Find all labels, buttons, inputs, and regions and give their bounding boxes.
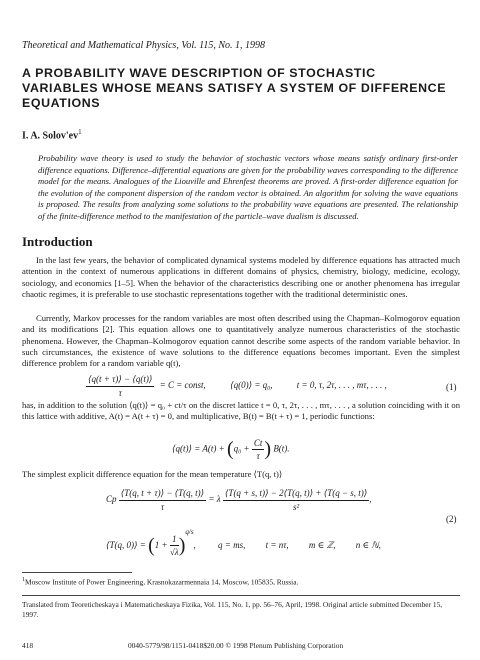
translation-rule xyxy=(22,595,460,596)
eq2-numerator-2: ⟨T(q + s, t)⟩ − 2⟨T(q, t)⟩ + ⟨T(q − s, t)⟩ xyxy=(223,488,369,501)
eq2-cp: Cp xyxy=(106,494,117,505)
footnote xyxy=(22,575,462,587)
author-footnote-mark: 1 xyxy=(78,128,82,136)
title-line-1: A PROBABILITY WAVE DESCRIPTION OF STOCHASTIC xyxy=(22,66,376,80)
copyright-line: 0040-5779/98/1151-0418$20.00 © 1998 Plenum Publishing Corporation xyxy=(128,641,344,650)
eq2-denominator-2: s² xyxy=(293,502,300,512)
eq2-init-one: 1 + xyxy=(154,540,168,550)
periodic-inner: q₀ + xyxy=(233,443,250,454)
eq2-cond-t: t = nτ, xyxy=(265,540,289,550)
equation-2-line-2: ⟨T(q, 0)⟩ = (1 + $\frac{1}{√\lambda}$ )$^{q/s}$, q = ms, t = nτ, m ∈ ℤ, n ∈ ℕ, xyxy=(106,528,381,558)
title-line-2: VARIABLES WHOSE MEANS SATISFY A SYSTEM OF DIFFERENCE xyxy=(22,81,447,95)
periodic-lhs: ⟨q(t)⟩ = A(t) + xyxy=(172,443,225,454)
eq1-label: (1) xyxy=(446,382,457,392)
eq1-initial: ⟨q(0)⟩ = q₀, xyxy=(230,380,273,391)
eq2-init-denominator: √λ xyxy=(169,547,179,558)
paren-open: ( xyxy=(227,438,234,460)
eq2-numerator-1: ⟨T(q, t + τ)⟩ − ⟨T(q, t)⟩ xyxy=(119,488,206,501)
paren-close: ) xyxy=(264,438,272,460)
paragraph-2: Currently, Markov processes for the random variables are most often described using the Chapman–Kolmogorov equation and its modifications [2]. This equation allows one to quantitatively analyze numerous characteristics of the stochastic phenomena. However, the Chapman–Kolmogorov equation cannot describe some aspects of the random variable behavior. In such circumstances, the existence of wave solutions to the difference equations becomes important. Even the simplest difference problem for a random variable q(t), xyxy=(22,313,460,369)
footnote-mark: 1 xyxy=(22,577,25,583)
paragraph-4: The simplest explicit difference equation for the mean temperature ⟨T(q, t)⟩ xyxy=(22,469,283,479)
eq1-rhs: = C = const, xyxy=(159,380,206,391)
paragraph-3: has, in addition to the solution ⟨q(t)⟩ = q₀ + ct/τ on the discret lattice t = 0, τ, 2τ, . . . , mτ, . . . , a solution coinciding with it on this lattice with additive, A(t) = A(t + τ) = 0, and multiplicative, B(t) = B(t + τ) = 1, periodic functions: xyxy=(22,400,460,422)
eq1-fraction xyxy=(86,374,154,398)
journal-header: Theoretical and Mathematical Physics, Vol. 115, No. 1, 1998 xyxy=(22,40,266,51)
eq1-numerator: ⟨q(t + τ)⟩ − ⟨q(t)⟩ xyxy=(86,374,154,387)
eq1-domain: t = 0, τ, 2τ, . . . , mτ, . . . , xyxy=(296,380,387,391)
eq2-denominator-1: τ xyxy=(160,502,165,512)
paragraph-1: In the last few years, the behavior of complicated dynamical systems modeled by difference equations has attracted much attention in the context of numerous applications in different domains of physics, chemistry, biology, medicine, ecology, sociology, and economics [1–5]. When the behavior of the characteristics describing one or another phenomena has irregular chaotic regimes, it is preferable to use stochastic representations together with the traditional deterministic ones. xyxy=(22,255,460,299)
eq2-init-fraction xyxy=(170,534,179,557)
footnote-text: Moscow Institute of Power Engineering, Krasnokazarmennaia 14, Moscow, 105835, Russia. xyxy=(25,577,299,587)
eq2-fraction-1 xyxy=(119,488,206,512)
eq2-cond-n: n ∈ ℕ, xyxy=(355,540,381,550)
periodic-fraction xyxy=(252,438,265,461)
article-title xyxy=(22,66,462,111)
periodic-numerator: Ct xyxy=(253,438,263,448)
eq2-equals-lambda: = λ xyxy=(208,494,221,505)
author-name: I. A. Solov'ev xyxy=(22,130,79,142)
eq2-label: (2) xyxy=(446,514,457,524)
eq2-init-numerator: 1 xyxy=(170,534,179,546)
eq2-fraction-2 xyxy=(223,488,372,512)
eq2-paren-close: ) xyxy=(178,534,186,557)
section-heading: Introduction xyxy=(22,234,93,249)
equation-periodic xyxy=(172,438,290,461)
periodic-rhs: B(t). xyxy=(273,443,290,454)
eq2-exponent: q/s xyxy=(185,528,194,536)
eq2-init-lhs: ⟨T(q, 0)⟩ = xyxy=(106,540,146,550)
title-line-3: EQUATIONS xyxy=(22,96,101,110)
abstract: Probability wave theory is used to study the behavior of stochastic vectors whose means satisfy ordinary first-order difference equations. Difference–differential equations are given for the probability waves corresponding to the difference model for the means. Analogues of the Liouville and Ehrenfest theorems are proved. A first-order difference equation for the evolution of the component dispersion of the random vector is obtained. An algorithm for solving the wave equations is proposed. The results from analyzing some solutions to the probability wave equations are presented. The relationship of the finite-difference method to the manifestation of the particle–wave dualism is discussed. xyxy=(38,153,458,221)
eq2-paren-open: ( xyxy=(148,534,155,557)
eq1-denominator: τ xyxy=(118,388,122,398)
translation-note: Translated from Teoreticheskaya i Matematicheskaya Fizika, Vol. 115, No. 1, pp. 56–76, April, 1998. Original article submitted December 15, 1997. xyxy=(22,600,443,619)
eq2-comma: , xyxy=(369,494,372,505)
eq2-cond-m: m ∈ ℤ, xyxy=(308,540,336,550)
equation-1 xyxy=(86,374,387,398)
footnote-rule xyxy=(22,572,132,573)
eq2-cond-q: q = ms, xyxy=(218,540,246,550)
author-line xyxy=(22,128,82,141)
page-number: 418 xyxy=(22,641,34,650)
periodic-denominator: τ xyxy=(256,451,260,461)
equation-2-line-1 xyxy=(106,488,372,512)
